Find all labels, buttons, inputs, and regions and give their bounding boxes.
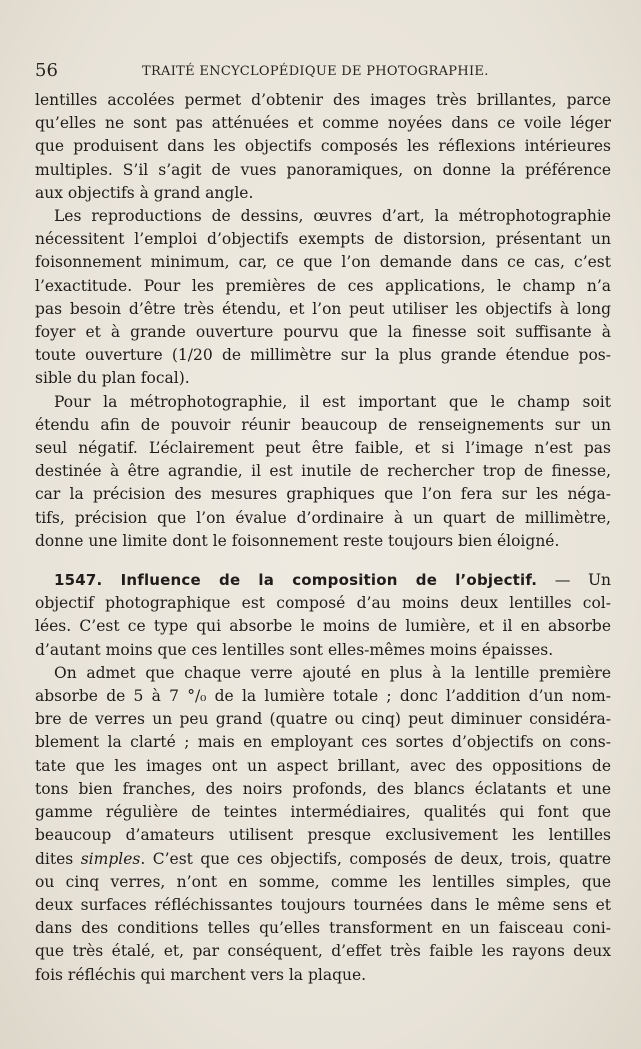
- section-heading-line: [35, 569, 611, 592]
- text-line: nécessitent l’emploi d’objectifs exempts de distorsion, présentant un: [35, 230, 611, 249]
- text-line: destinée à être agrandie, il est inutile de rechercher trop de finesse,: [35, 462, 611, 481]
- text-line: pas besoin d’être très étendu, et l’on peut utiliser les objectifs à long: [35, 299, 611, 318]
- text-line: aux objectifs à grand angle.: [35, 183, 254, 202]
- text-line: toute ouverture (1/20 de millimètre sur la plus grande étendue pos-: [35, 346, 611, 365]
- text-line: l’exactitude. Pour les premières de ces applications, le champ n’a: [35, 276, 611, 295]
- text-line: deux surfaces réfléchissantes toujours tournées dans le même sens et: [35, 895, 611, 914]
- text-line: blement la clarté ; mais en employant ces sortes d’objectifs on cons-: [35, 733, 611, 752]
- text-line: tate que les images ont un aspect brillant, avec des oppositions de: [35, 756, 611, 775]
- text-line: beaucoup d’amateurs utilisent presque exclusivement les lentilles: [35, 826, 611, 845]
- text-line: car la précision des mesures graphiques que l’on fera sur les néga-: [35, 485, 611, 504]
- running-title: TRAITÉ ENCYCLOPÉDIQUE DE PHOTOGRAPHIE.: [142, 64, 489, 79]
- text-line: qu’elles ne sont pas atténuées et comme noyées dans ce voile léger: [35, 114, 611, 133]
- text-line-with-italic: [35, 848, 611, 871]
- text-line: fois réfléchis qui marchent vers la plaque.: [35, 965, 367, 984]
- paragraph: [35, 662, 611, 987]
- text-line: sible du plan focal).: [35, 369, 190, 388]
- text-line: que produisent dans les objectifs composés les réflexions intérieures: [35, 137, 611, 156]
- italic-word: simples: [80, 849, 141, 868]
- text-line: donne une limite dont le foisonnement reste toujours bien éloigné.: [35, 531, 560, 550]
- text-line: lées. C’est ce type qui absorbe le moins de lumière, et il en absorbe: [35, 617, 611, 636]
- text-line: lentilles accolées permet d’obtenir des images très brillantes, parce: [35, 91, 611, 109]
- text-line: foyer et à grande ouverture pourvu que la finesse soit suffisante à: [35, 323, 611, 342]
- text-line: Pour la métrophotographie, il est important que le champ soit: [54, 392, 611, 411]
- section-paragraph: [35, 569, 611, 662]
- section-heading: 1547. Influence de la composition de l’objectif.: [54, 571, 538, 590]
- text-line: Les reproductions de dessins, œuvres d’art, la métrophotographie: [54, 207, 611, 226]
- body-text: [35, 89, 611, 987]
- text-line: que très étalé, et, par conséquent, d’effet très faible les rayons deux: [35, 942, 611, 961]
- text-line: étendu afin de pouvoir réunir beaucoup de renseignements sur un: [35, 415, 611, 434]
- text-line: tifs, précision que l’on évalue d’ordinaire à un quart de millimètre,: [35, 508, 611, 527]
- text-line: objectif photographique est composé d’au moins deux lentilles col-: [35, 594, 611, 613]
- text-line: d’autant moins que ces lentilles sont elles-mêmes moins épaisses.: [35, 640, 554, 659]
- italic-line-before: dites: [35, 849, 81, 868]
- text-line: On admet que chaque verre ajouté en plus à la lentille première: [54, 663, 611, 682]
- section-heading-tail: — Un: [537, 571, 611, 590]
- text-line: multiples. S’il s’agit de vues panoramiques, on donne la préférence: [35, 160, 611, 179]
- paragraph: [35, 89, 611, 205]
- italic-line-after: . C’est que ces objectifs, composés de deux, trois, quatre: [140, 849, 611, 868]
- page-header: [35, 61, 611, 81]
- text-line: tons bien franches, des noirs profonds, des blancs éclatants et une: [35, 779, 611, 798]
- text-line: seul négatif. L’éclairement peut être faible, et si l’image n’est pas: [35, 439, 611, 458]
- paragraph: [35, 205, 611, 391]
- text-line: absorbe de 5 à 7 °/₀ de la lumière totale ; donc l’addition d’un nom-: [35, 687, 611, 706]
- text-line: foisonnement minimum, car, ce que l’on demande dans ce cas, c’est: [35, 253, 611, 272]
- paragraph: [35, 391, 611, 553]
- text-line: bre de verres un peu grand (quatre ou cinq) peut diminuer considéra-: [35, 710, 611, 729]
- section-spacer: [35, 553, 611, 569]
- text-line: dans des conditions telles qu’elles transforment en un faisceau coni-: [35, 919, 611, 938]
- page-number: 56: [35, 60, 58, 81]
- text-line: ou cinq verres, n’ont en somme, comme les lentilles simples, que: [35, 872, 611, 891]
- text-line: gamme régulière de teintes intermédiaires, qualités qui font que: [35, 803, 611, 822]
